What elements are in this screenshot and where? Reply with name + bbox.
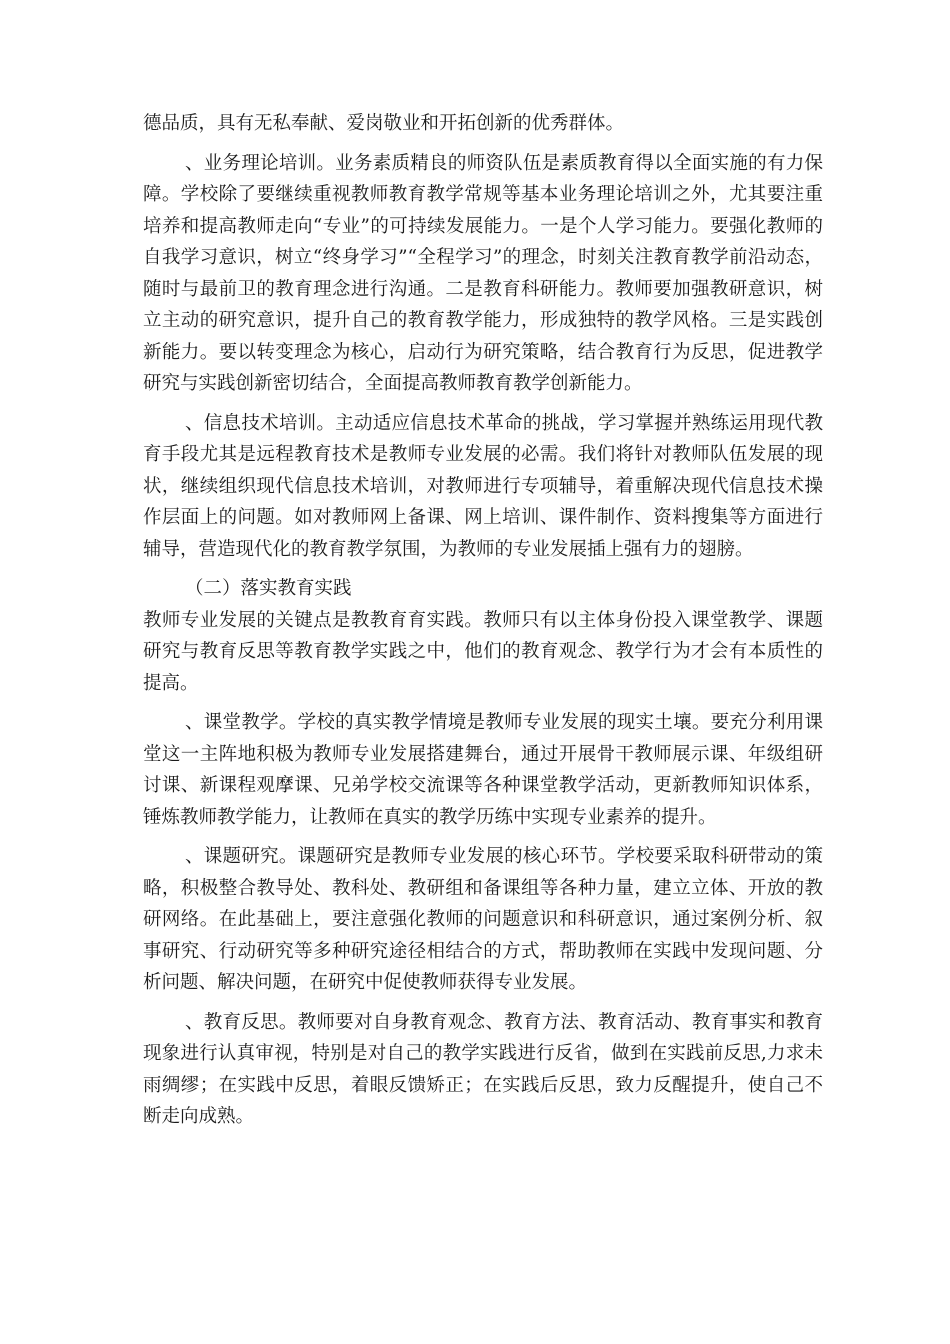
paragraph-practice-intro: 教师专业发展的关键点是教教育育实践。教师只有以主体身份投入课堂教学、课题研究与教育反思等教育教学实践之中，他们的教育观念、教学行为才会有本质性的提高。 xyxy=(143,609,823,694)
paragraph-classroom-teaching: 、课堂教学。学校的真实教学情境是教师专业发展的现实土壤。要充分利用课堂这一主阵地积极为教师专业发展搭建舞台，通过开展骨干教师展示课、年级组研讨课、新课程观摩课、兄弟学校交流课等各种课堂教学活动，更新教师知识体系，锤炼教师教学能力，让教师在真实的教学历练中实现专业素养的提升。 xyxy=(143,712,823,828)
paragraph-it-training: 、信息技术培训。主动适应信息技术革命的挑战，学习掌握并熟练运用现代教育手段尤其是远程教育技术是教师专业发展的必需。我们将针对教师队伍发展的现状，继续组织现代信息技术培训，对教师进行专项辅导，着重解决现代信息技术操作层面上的问题。如对教师网上备课、网上培训、课件制作、资料搜集等方面进行辅导，营造现代化的教育教学氛围，为教师的专业发展插上强有力的翅膀。 xyxy=(143,412,823,560)
section-heading-education-practice: （二）落实教育实践 xyxy=(185,578,352,599)
paragraph-topic-research: 、课题研究。课题研究是教师专业发展的核心环节。学校要采取科研带动的策略，积极整合教导处、教科处、教研组和备课组等各种力量，建立立体、开放的教研网络。在此基础上，要注意强化教师的问题意识和科研意识，通过案例分析、叙事研究、行动研究等多种研究途径相结合的方式，帮助教师在实践中发现问题、分析问题、解决问题，在研究中促使教师获得专业发展。 xyxy=(143,846,823,993)
paragraph-continuation: 德品质，具有无私奉献、爱岗敬业和开拓创新的优秀群体。 xyxy=(143,113,625,134)
paragraph-business-theory-training: 、业务理论培训。业务素质精良的师资队伍是素质教育得以全面实施的有力保障。学校除了要继续重视教师教育教学常规等基本业务理论培训之外，尤其要注重培养和提高教师走向“专业”的可持续发展能力。一是个人学习能力。要强化教师的自我学习意识，树立“终身学习”“全程学习”的理念，时刻关注教育教学前沿动态，随时与最前卫的教育理念进行沟通。二是教育科研能力。教师要加强教研意识，树立主动的研究意识，提升自己的教育教学能力，形成独特的教学风格。三是实践创新能力。要以转变理念为核心，启动行为研究策略，结合教育行为反思，促进教学研究与实践创新密切结合，全面提高教师教育教学创新能力。 xyxy=(143,152,823,394)
paragraph-education-reflection: 、教育反思。教师要对自身教育观念、教育方法、教育活动、教育事实和教育现象进行认真审视，特别是对自己的教学实践进行反省，做到在实践前反思,力求未雨绸缪；在实践中反思，着眼反馈矫正；在实践后反思，致力反醒提升，使自己不断走向成熟。 xyxy=(143,1011,823,1127)
document-body xyxy=(143,108,823,1133)
